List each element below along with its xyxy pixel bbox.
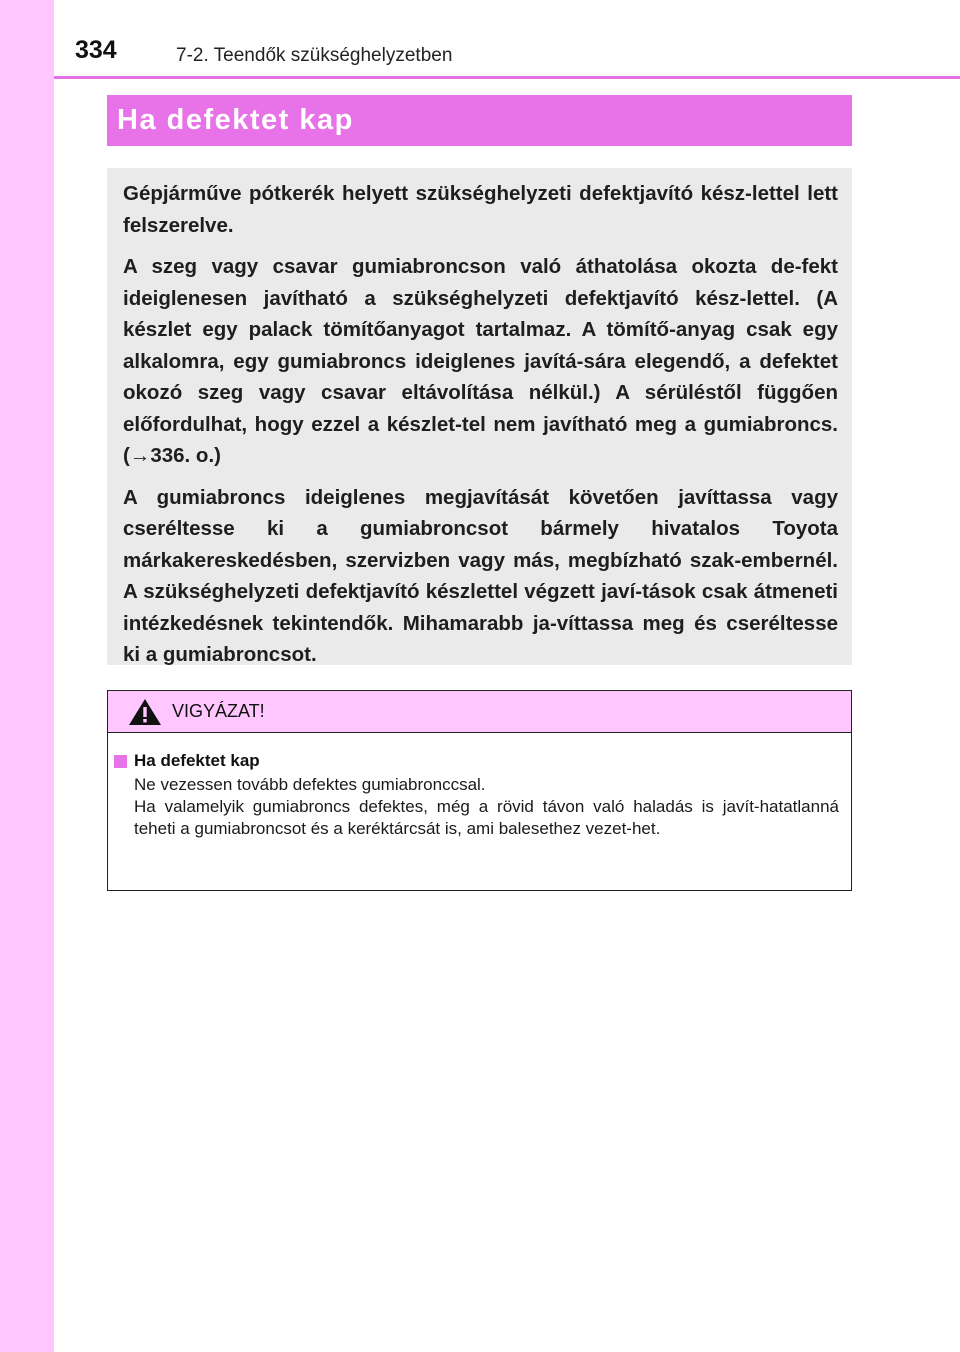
intro-paragraph-3: A gumiabroncs ideiglenes megjavítását követően javíttassa vagy cseréltesse ki a gumiabroncsot bármely hivatalos Toyota márkakereskedésben, szervizben vagy más, megbízható szak-embernél. A szükséghelyzeti defektjavító készlettel végzett javí-tások csak átmeneti intézkedésnek tekintendők. Mihamarabb ja-víttassa meg és cseréltesse ki a gumiabroncsot. [123,485,838,666]
topic-title: Ha defektet kap [117,104,354,136]
intro-paragraph-2: A szeg vagy csavar gumiabroncson való áthatolása okozta de-fekt ideiglenesen javítható a szükséghelyzeti defektjavító kész-lettel. (A készlet egy palack tömítőanyagot tartalmaz. A tömítő-anyag csak egy alkalomra, egy gumiabroncs ideiglenes javítá-sára elegendő, a defektet okozó szeg vagy csavar eltávolítása nélkül.) A sérüléstől függően előfordulhat, hogy ezzel a készlet-tel nem javítható meg a gumiabroncs. (→336. o.) [123,255,838,467]
caution-item-title: Ha defektet kap [134,751,260,770]
caution-header [108,691,851,733]
caution-line-2: Ha valamelyik gumiabroncs defektes, még a rövid távon való haladás is javít-hatatlanná teheti a gumiabroncsot és a keréktárcsát is, ami balesethez vezet-het. [134,797,839,838]
page-side-tab [0,0,54,1352]
caution-body [108,733,851,840]
intro-box [107,168,852,665]
page-number: 334 [75,36,117,64]
square-bullet-icon [114,755,127,768]
caution-line-1: Ne vezessen tovább defektes gumiabronccsal. [134,775,486,794]
topic-title-bar [107,95,852,146]
section-title: 7-2. Teendők szükséghelyzetben [176,45,453,66]
warning-triangle-icon [128,698,162,726]
intro-paragraph-1: Gépjárműve pótkerék helyett szükséghelyzeti defektjavító kész-lettel lett felszerelve. [123,182,838,237]
caution-box [107,690,852,891]
caution-text [134,774,839,840]
caution-item-heading [114,751,839,771]
header-divider [54,76,960,79]
caution-label: VIGYÁZAT! [172,701,265,721]
